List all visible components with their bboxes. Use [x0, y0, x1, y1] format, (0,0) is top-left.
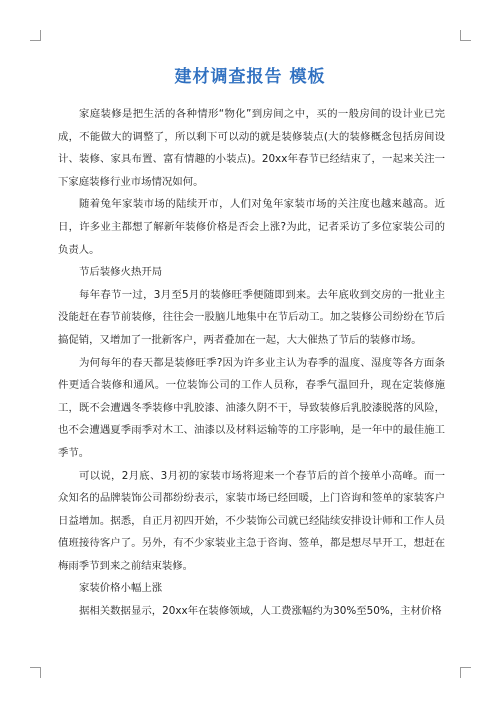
section-heading-price-rise: 家装价格小幅上涨	[79, 582, 163, 595]
crop-mark-bottom-right	[460, 667, 471, 678]
crop-mark-bottom-left	[30, 667, 41, 678]
paragraph-order-peak: 可以说，2月底、3月初的家装市场将迎来一个春节后的首个接单小高峰。而一众知名的品牌装饰公司都纷纷表示，家装市场已经回暖，上门咨询和签单的家装客户日益增加。据悉，自正月初四开始，不少装饰公司就已经陆续安排设计师和工作人员值班接待客户了。另外，有不少家装业主急于咨询、签单，都是想尽早开工，想赶在梅雨季节到来之前结束装修。	[58, 469, 445, 572]
paragraph-why-spring: 为何每年的春天都是装修旺季?因为许多业主认为春季的温度、湿度等各方面条件更适合装修和通风。一位装饰公司的工作人员称，春季气温回升，现在定装修施工，既不会遭遇冬季装修中乳胶漆、油漆久阴不干，导致装修后乳胶漆脱落的风险，也不会遭遇夏季雨季对木工、油漆以及材料运输等的工序影响，是一年中的最佳施工季节。	[58, 356, 445, 459]
section-heading-hot-start: 节后装修火热开局	[79, 266, 163, 279]
paragraph-intro: 家庭装修是把生活的各种情形“物化”到房间之中，买的一般房间的设计业已完成，不能做大的调整了，所以剩下可以动的就是装修装点(大的装修概念包括房间设计、装修、家具布置、富有情趣的小装点)。20xx年春节已经结束了，一起来关注一下家庭装修行业市场情况如何。	[58, 108, 445, 188]
crop-mark-top-left	[30, 30, 41, 41]
paragraph-price-data: 据相关数据显示，20xx年在装修领域，人工费涨幅约为30%至50%，主材价格	[79, 605, 442, 618]
crop-mark-top-right	[460, 30, 471, 41]
document-body	[58, 103, 445, 623]
paragraph-market-attention: 随着兔年家装市场的陆续开市，人们对兔年家装市场的关注度也越来越高。近日，许多业主都想了解新年装修价格是否会上涨?为此，记者采访了多位家装公司的负责人。	[58, 198, 445, 256]
page-title: 建材调查报告 模板	[174, 67, 326, 87]
paragraph-peak-season: 每年春节一过，3月至5月的装修旺季便随即到来。去年底收到交房的一批业主没能赶在春节前装修，往往会一股脑儿地集中在节后动工。加之装修公司纷纷在节后搞促销，又增加了一批新客户，两者叠加在一起，大大催热了节后的装修市场。	[58, 288, 445, 346]
